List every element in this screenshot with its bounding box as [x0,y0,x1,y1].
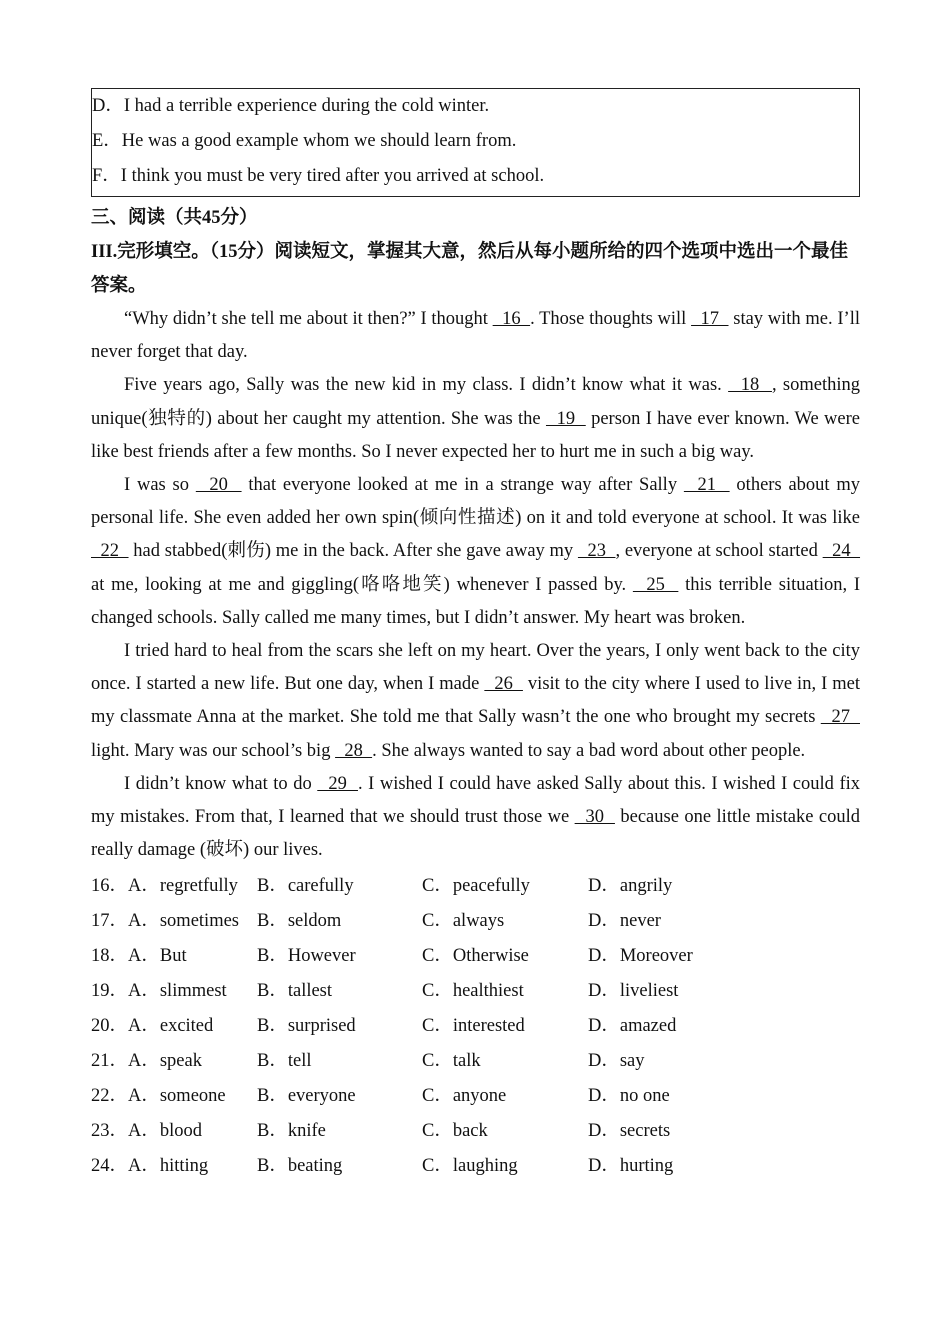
option-c: C．interested [422,1016,525,1037]
blank-25: 25 [632,574,679,595]
blank-21: 21 [683,475,730,496]
passage-text: this terrible situation, I changed schools. Sally called me many times, but I didn’t answer. My heart was broken. [91,574,860,628]
blank-27: 27 [820,707,860,728]
passage-text: . Those thoughts will [530,309,692,329]
passage-text: , something unique(独特的) about her caught my attention. She was the [91,375,860,429]
option-d: D．Moreover [588,946,693,967]
option-c: C．Otherwise [422,946,529,967]
passage-text: “Why didn’t she tell me about it then?” I thought [124,309,493,329]
blank-19: 19 [545,408,586,429]
option-d: D．secrets [588,1121,671,1142]
box-option-e: E．He was a good example whom we should learn from. [92,131,517,151]
option-b: B．surprised [257,1016,356,1037]
blank-16: 16 [492,309,531,329]
passage-text: I tried hard to heal from the scars she left on my heart. Over the years, I only went back to the city once. I started a new life. But one day, when I made [91,641,860,695]
option-b: B．tell [257,1051,312,1072]
option-a: 23．A．blood [91,1121,203,1142]
option-d: D．say [588,1051,645,1072]
document-page [91,88,860,1184]
option-a: 20．A．excited [91,1016,214,1037]
passage-text: I didn’t know what to do [124,773,318,794]
option-b: B．seldom [257,911,342,932]
blank-17: 17 [691,309,729,329]
blank-24: 24 [822,541,861,562]
question-21 [91,1044,860,1079]
option-a: 21．A．speak [91,1051,202,1072]
question-24 [91,1149,860,1184]
option-d: D．no one [588,1086,670,1107]
question-18 [91,939,860,974]
blank-23: 23 [577,541,616,562]
option-b: B．tallest [257,981,333,1002]
option-d: D．amazed [588,1016,677,1037]
option-c: C．talk [422,1051,481,1072]
blank-20: 20 [195,475,242,496]
passage-paragraph-2 [91,369,860,469]
passage-paragraph-3 [91,469,860,635]
passage-text: I was so [124,475,196,496]
option-d: D．angrily [588,876,673,897]
option-b: B．everyone [257,1086,356,1107]
box-option-d: D．I had a terrible experience during the cold winter. [92,96,490,116]
option-c: C．anyone [422,1086,507,1107]
question-17 [91,904,860,939]
passage-text: Five years ago, Sally was the new kid in my class. I didn’t know what it was. [124,375,729,396]
passage-text: at me, looking at me and giggling(咯咯地笑) whenever I passed by. [91,574,633,595]
passage-text: that everyone looked at me in a strange way after Sally [241,475,684,496]
blank-18: 18 [728,375,772,396]
question-options [91,869,860,1184]
passage-text: others about my personal life. She even added her own spin(倾向性描述) on it and told everyone at school. It was like [91,475,861,529]
blank-26: 26 [484,674,523,695]
option-c: C．healthiest [422,981,524,1002]
option-a: 18．A．But [91,946,187,967]
option-c: C．always [422,911,505,932]
option-d: D．never [588,911,661,932]
blank-22: 22 [91,541,129,562]
option-a: 16．A．regretfully [91,876,238,897]
question-20 [91,1009,860,1044]
blank-28: 28 [335,740,373,761]
box-option-f: F．I think you must be very tired after you arrived at school. [92,166,545,186]
question-16 [91,869,860,904]
question-19 [91,974,860,1009]
passage-text: stay with me. I’ll never forget that day. [91,309,860,363]
passage-text: . I wished I could have asked Sally about this. I wished I could fix my mistakes. From that, I learned that we should trust those we [91,773,861,828]
option-c: C．laughing [422,1156,518,1177]
passage-text: had stabbed(刺伤) me in the back. After she gave away my [128,541,578,562]
section-title: 三、阅读（共45分） [91,208,258,228]
option-b: B．knife [257,1121,326,1142]
passage-text: light. Mary was our school’s big [91,740,336,761]
option-b: B．beating [257,1156,343,1177]
option-a: 17．A．sometimes [91,911,239,932]
option-d: D．liveliest [588,981,679,1002]
option-c: C．peacefully [422,876,530,897]
passage-text: person I have ever known. We were like best friends after a few months. So I never expected her to hurt me in such a big way. [91,408,861,462]
option-d: D．hurting [588,1156,674,1177]
cloze-instruction: III.完形填空。（15分）阅读短文，掌握其大意，然后从每小题所给的四个选项中选出一个最佳答案。 [91,242,848,296]
question-23 [91,1114,860,1149]
passage-text: . She always wanted to say a bad word about other people. [372,740,806,761]
option-a: 19．A．slimmest [91,981,227,1002]
passage-paragraph-4 [91,635,860,768]
blank-29: 29 [317,773,358,794]
option-a: 24．A．hitting [91,1156,209,1177]
option-c: C．back [422,1121,488,1142]
option-b: B．carefully [257,876,354,897]
blank-30: 30 [574,807,615,828]
option-b: B．However [257,946,356,967]
option-a: 22．A．someone [91,1086,226,1107]
passage-paragraph-1 [91,303,860,369]
options-box [91,88,860,197]
question-22 [91,1079,860,1114]
passage-paragraph-5 [91,768,860,868]
passage-text: visit to the city where I used to live in, I met my classmate Anna at the market. She told me that Sally wasn’t the one who brought my secrets [91,674,860,728]
passage-text: , everyone at school started [615,541,823,562]
passage-text: because one little mistake could really damage (破坏) our lives. [91,807,860,861]
